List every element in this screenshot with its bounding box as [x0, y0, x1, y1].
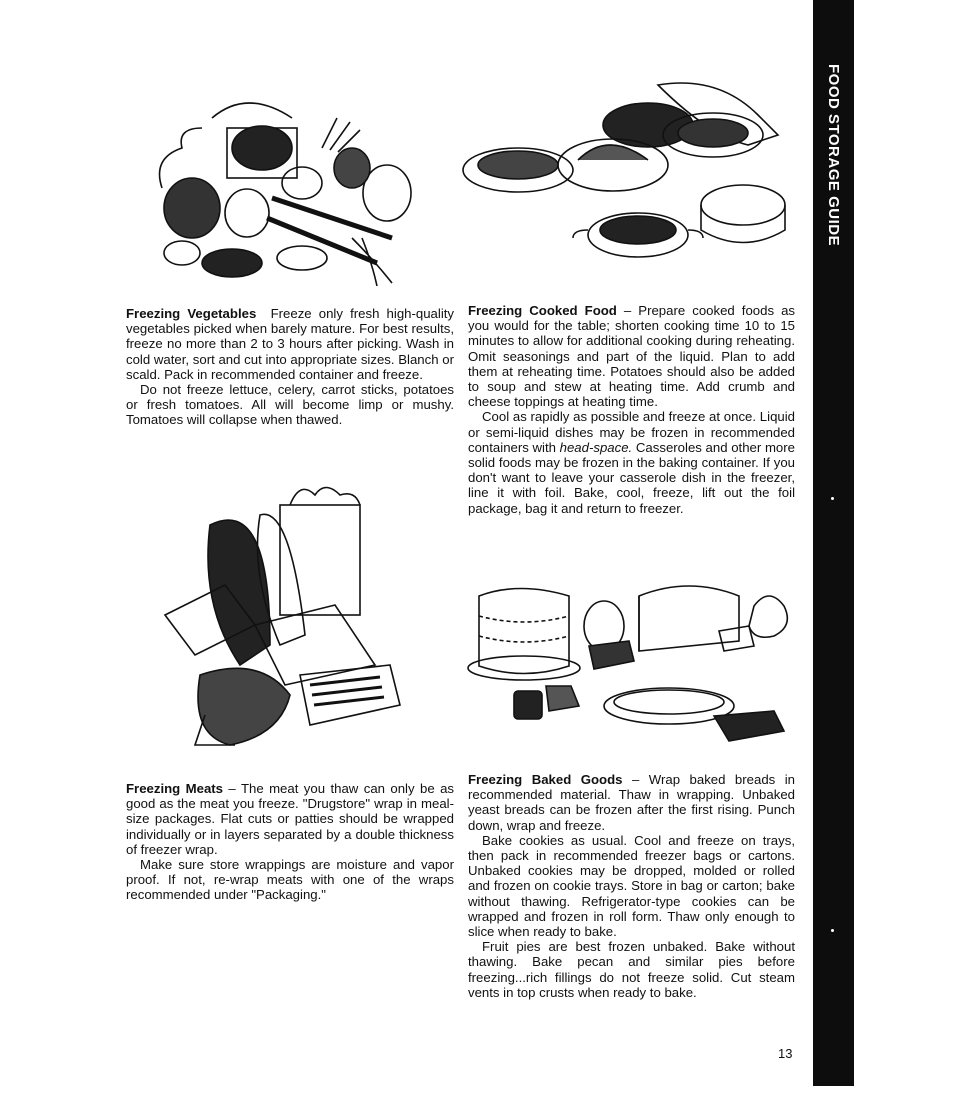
- page-number: 13: [778, 1046, 793, 1061]
- vegetables-section: [126, 306, 454, 428]
- baked-goods-illustration: [464, 576, 799, 746]
- meats-heading: Freezing Meats: [126, 781, 224, 796]
- vegetables-paragraph-2: Do not freeze lettuce, celery, carrot sticks, potatoes or fresh tomatoes. All will become limp or mushy. Tomatoes will collapse when thawed.: [126, 382, 454, 428]
- baked-goods-paragraph-1: Wrap baked breads in recommended material. Thaw in wrapping. Unbaked yeast breads can be frozen after the first rising. Punch down, wrap and freeze.: [468, 772, 795, 833]
- cooked-food-heading: Freezing Cooked Food: [468, 303, 617, 318]
- vegetables-heading: Freezing Vegetables: [126, 306, 257, 321]
- side-tab-mark: [831, 497, 834, 500]
- side-tab-label: FOOD STORAGE GUIDE: [825, 63, 842, 247]
- cooked-food-paragraph-1: Prepare cooked foods as you would for the table; shorten cooking time 10 to 15 minutes to allow for additional cooking during reheating. Omit seasonings and part of the liquid. Plan to add them at reheating time. Potatoes should also be added to soup and stew at heating time. Add crumb and cheese toppings at heating time.: [468, 303, 796, 410]
- vegetables-illustration: [152, 88, 422, 288]
- cooked-food-section: Freezing Cooked Food – Prepare cooked foods as you would for the table; shorten cooking time 10 to 15 minutes to allow for additional cooking during reheating. Omit seasonings and part of the liquid. Plan to add them at reheating time. Potatoes should also be added to soup and stew at heating time. Add crumb and cheese toppings at heating time. Cool as rapidly as possible and freeze at once. Liquid or semi-liquid dishes may be frozen in recommended containers with head-space. Casseroles and other more solid foods may be frozen in the baking container. If you don't want to leave your casserole dish in the freezer, line it with foil. Bake, cool, freeze, lift out the foil package, bag it and return to freezer.: [468, 303, 796, 516]
- baked-goods-paragraph-2: Bake cookies as usual. Cool and freeze on trays, then pack in recommended freezer bags or cartons. Unbaked cookies may be dropped, molded or rolled and frozen on cookie trays. Store in bag or carton; bake without thawing. Refrigerator-type cookies can be wrapped and frozen in roll form. Thaw only enough to slice when ready to bake.: [468, 832, 795, 940]
- meats-paragraph-1: The meat you thaw can only be as good as the meat you freeze. "Drugstore" wrap in meal-size packages. Flat cuts or patties should be wrapped individually or in layers separated by a double thickness of freezer wrap.: [126, 781, 454, 857]
- meats-illustration: [160, 475, 410, 750]
- side-tab-mark: [831, 929, 834, 932]
- cooked-food-illustration: [458, 75, 788, 275]
- baked-goods-heading: Freezing Baked Goods: [468, 772, 623, 787]
- baked-goods-paragraph-3: Fruit pies are best frozen unbaked. Bake without thawing. Bake pecan and similar pies before freezing...rich fillings do not freeze solid. Cut steam vents in top crusts when ready to bake.: [468, 939, 795, 1000]
- vegetables-paragraph-1: Freeze only fresh high-quality vegetables picked when barely mature. For best results, freeze no more than 2 to 3 hours after picking. Wash in cold water, sort and cut into appropriate sizes. Blanch or scald. Pack in recommended container and freeze.: [126, 306, 455, 382]
- meats-paragraph-2: Make sure store wrappings are moisture and vapor proof. If not, re-wrap meats with one of the wraps recommended under "Packaging.": [126, 857, 454, 903]
- meats-section: Freezing Meats – The meat you thaw can only be as good as the meat you freeze. "Drugstore" wrap in meal-size packages. Flat cuts or patties should be wrapped individually or in layers separated by a double thickness of freezer wrap. Make sure store wrappings are moisture and vapor proof. If not, re-wrap meats with one of the wraps recommended under "Packaging.": [126, 781, 454, 903]
- baked-goods-section: Freezing Baked Goods – Wrap baked breads in recommended material. Thaw in wrapping. Unbaked yeast breads can be frozen after the first rising. Punch down, wrap and freeze. Bake cookies as usual. Cool and freeze on trays, then pack in recommended freezer bags or cartons. Unbaked cookies may be dropped, molded or rolled and frozen on cookie trays. Store in bag or carton; bake without thawing. Refrigerator-type cookies can be wrapped and frozen in roll form. Thaw only enough to slice when ready to bake. Fruit pies are best frozen unbaked. Bake without thawing. Bake pecan and similar pies before freezing...rich fillings do not freeze solid. Cut steam vents in top crusts when ready to bake.: [468, 772, 795, 1000]
- head-space-term: head-space.: [559, 439, 633, 455]
- cooked-food-paragraph-2: Cool as rapidly as possible and freeze at once. Liquid or semi-liquid dishes may be frozen in recommended containers with head-space. Casseroles and other more solid foods may be frozen in the baking container. If you don't want to leave your casserole dish in the freezer, line it with foil. Bake, cool, freeze, lift out the foil package, bag it and return to freezer.: [468, 409, 795, 516]
